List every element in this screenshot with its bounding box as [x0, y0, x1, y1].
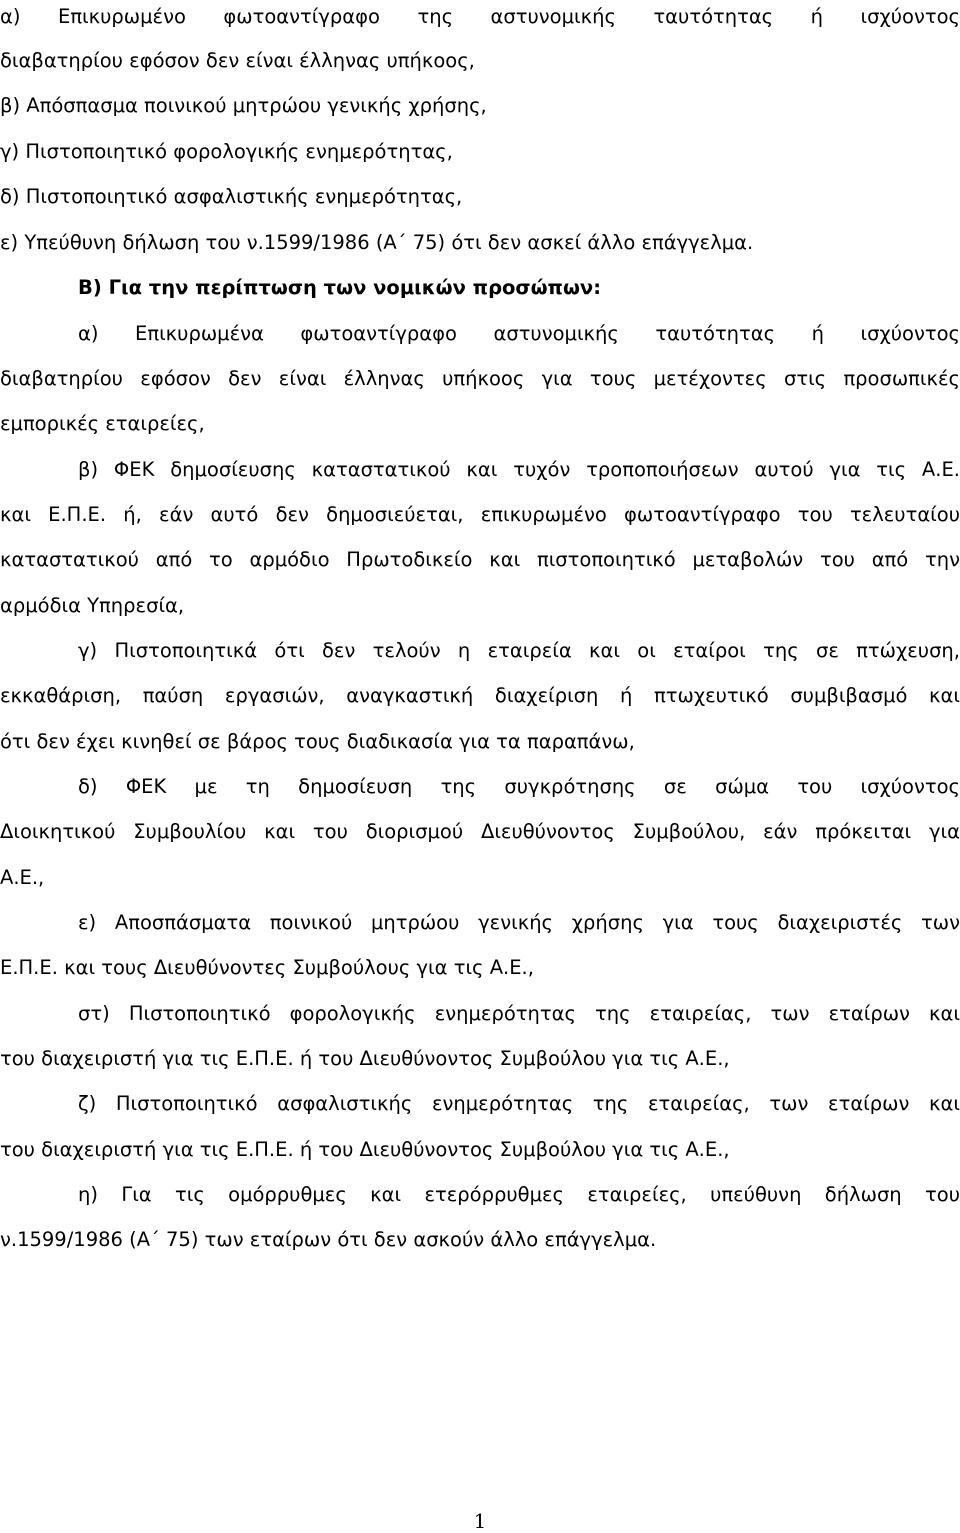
text-line-legal-a-mid: διαβατηρίου εφόσον δεν είναι έλληνας υπήκοος για τους μετέχοντες στις προσωπικές	[0, 367, 960, 390]
text-line-legal-d-end: Α.Ε.,	[0, 866, 45, 889]
text-line-legal-st-end: του διαχειριστή για τις Ε.Π.Ε. ή του Διευθύνοντος Συμβούλου για τις Α.Ε.,	[0, 1047, 730, 1070]
text-line-legal-d-mid: Διοικητικού Συμβουλίου και του διορισμού Διευθύνοντος Συμβούλου, εάν πρόκειται για	[0, 820, 960, 843]
text-line-legal-b-end: αρμόδια Υπηρεσία,	[0, 594, 185, 617]
text-line-legal-b-mid-1: και Ε.Π.Ε. ή, εάν αυτό δεν δημοσιεύεται, επικυρωμένο φωτοαντίγραφο του τελευταίου	[0, 503, 960, 526]
text-line-legal-a-start: α) Επικυρωμένα φωτοαντίγραφο αστυνομικής ταυτότητας ή ισχύοντος	[78, 322, 960, 345]
text-line-item-c: γ) Πιστοποιητικό φορολογικής ενημερότητας,	[0, 140, 453, 163]
text-line-legal-e-start: ε) Αποσπάσματα ποινικού μητρώου γενικής χρήσης για τους διαχειριστές των	[78, 911, 960, 934]
text-line-legal-b-mid-2: καταστατικού από το αρμόδιο Πρωτοδικείο και πιστοποιητικό μεταβολών του από την	[0, 548, 960, 571]
text-line-legal-e-end: Ε.Π.Ε. και τους Διευθύνοντες Συμβούλους για τις Α.Ε.,	[0, 956, 534, 979]
text-line-legal-h-start: η) Για τις ομόρρυθμες και ετερόρρυθμες εταιρείες, υπεύθυνη δήλωση του	[78, 1183, 960, 1206]
text-line-legal-c-start: γ) Πιστοποιητικά ότι δεν τελούν η εταιρεία και οι εταίροι της σε πτώχευση,	[78, 639, 960, 662]
text-line-item-b: β) Απόσπασμα ποινικού μητρώου γενικής χρήσης,	[0, 94, 487, 117]
page-number: 1	[473, 1509, 487, 1533]
text-line-legal-z-start: ζ) Πιστοποιητικό ασφαλιστικής ενημερότητας της εταιρείας, των εταίρων και	[78, 1092, 960, 1115]
text-line-legal-h-end: ν.1599/1986 (Α΄ 75) των εταίρων ότι δεν ασκούν άλλο επάγγελμα.	[0, 1228, 657, 1251]
text-line-item-e: ε) Υπεύθυνη δήλωση του ν.1599/1986 (Α΄ 75) ότι δεν ασκεί άλλο επάγγελμα.	[0, 231, 754, 254]
section-heading-legal-entities: Β) Για την περίπτωση των νομικών προσώπων:	[78, 276, 602, 299]
text-line-legal-c-end: ότι δεν έχει κινηθεί σε βάρος τους διαδικασία για τα παραπάνω,	[0, 730, 635, 753]
text-line-item-d: δ) Πιστοποιητικό ασφαλιστικής ενημερότητας,	[0, 185, 463, 208]
text-line-legal-z-end: του διαχειριστή για τις Ε.Π.Ε. ή του Διευθύνοντος Συμβούλου για τις Α.Ε.,	[0, 1138, 730, 1161]
text-line-item-a-end: διαβατηρίου εφόσον δεν είναι έλληνας υπήκοος,	[0, 49, 475, 72]
text-line-legal-a-end: εμπορικές εταιρείες,	[0, 412, 205, 435]
text-line-legal-st-start: στ) Πιστοποιητικό φορολογικής ενημερότητας της εταιρείας, των εταίρων και	[78, 1002, 960, 1025]
text-line-legal-b-start: β) ΦΕΚ δημοσίευσης καταστατικού και τυχόν τροποποιήσεων αυτού για τις Α.Ε.	[78, 458, 960, 481]
text-line-legal-c-mid: εκκαθάριση, παύση εργασιών, αναγκαστική διαχείριση ή πτωχευτικό συμβιβασμό και	[0, 684, 960, 707]
text-line-item-a-start: α) Επικυρωμένο φωτοαντίγραφο της αστυνομικής ταυτότητας ή ισχύοντος	[0, 5, 960, 28]
text-line-legal-d-start: δ) ΦΕΚ με τη δημοσίευση της συγκρότησης σε σώμα του ισχύοντος	[78, 775, 960, 798]
